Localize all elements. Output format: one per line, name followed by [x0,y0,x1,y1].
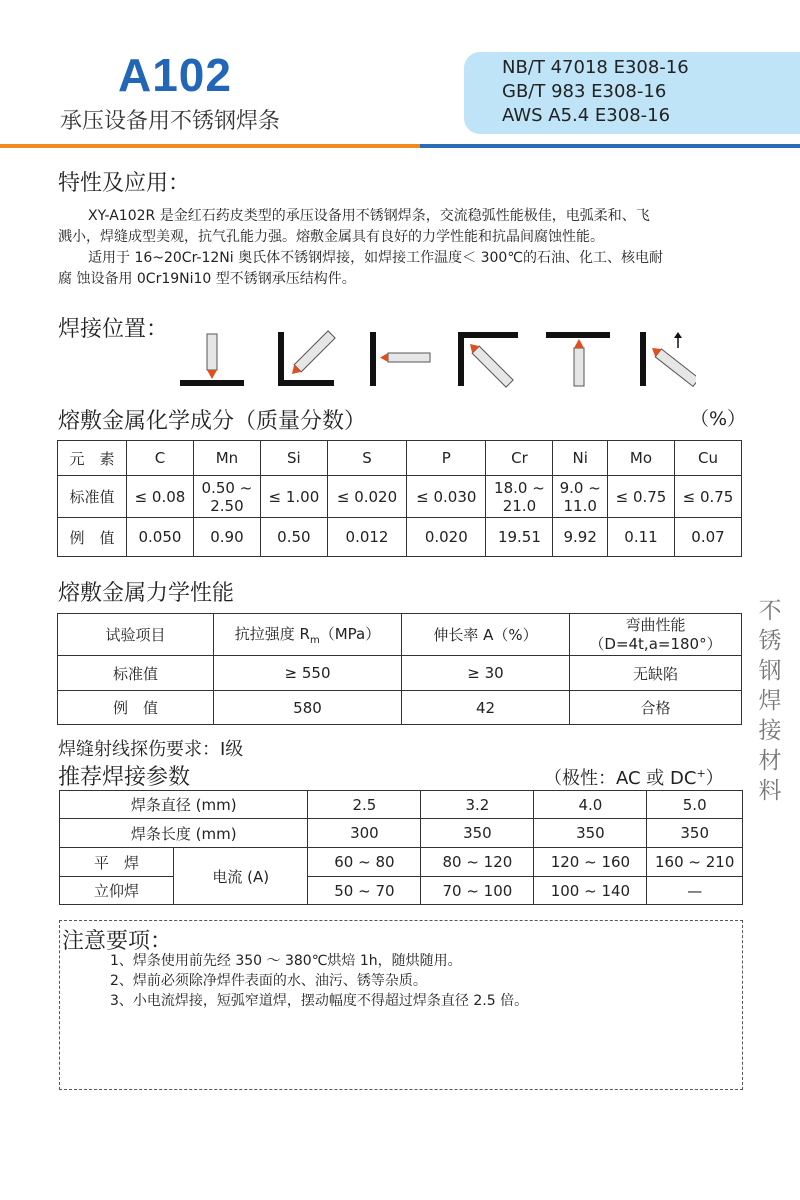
params-length-label: 焊条长度 (mm) [60,819,308,848]
position-overhead-icon [546,332,610,386]
chem-standard-Si: ≤ 1.00 [260,476,327,518]
chemical-standard-row [58,476,742,518]
features-p2-line1: 适用于 16~20Cr-12Ni 奥氏体不锈钢焊接，如焊接工作温度＜ 300℃的石油、化工、核电耐 [88,250,664,266]
features-p1-line2: 溅小，焊缝成型美观，抗气孔能力强。熔敷金属具有良好的力学性能和抗晶间腐蚀性能。 [58,229,604,245]
chem-header-Mn: Mn [193,441,260,476]
standard-nbt: NB/T 47018 E308-16 [502,57,689,78]
features-p2-line2: 腐 蚀设备用 0Cr19Ni10 型不锈钢承压结构件。 [58,271,356,287]
chem-header-Cr: Cr [486,441,553,476]
side-char-4: 焊 [758,688,782,714]
standards-box [464,52,800,134]
mech-example-label: 例 值 [58,691,214,725]
params-diameter-1: 2.5 [308,791,421,819]
mech-header-bend: 弯曲性能 （D=4t,a=180°） [570,614,742,656]
params-length-3: 350 [534,819,647,848]
position-horizontal-fillet-icon [278,331,335,386]
chem-example-Cu: 0.07 [674,518,741,557]
chem-header-Si: Si [260,441,327,476]
position-flat-icon [180,334,244,386]
chem-standard-C: ≤ 0.08 [127,476,194,518]
standard-aws: AWS A5.4 E308-16 [502,105,671,126]
params-diameter-label: 焊条直径 (mm) [60,791,308,819]
chem-example-Mo: 0.11 [608,518,675,557]
mech-example-elongation: 42 [402,691,570,725]
params-flat-current-4: 160 ~ 210 [647,848,743,877]
welding-parameters-table [59,790,743,905]
chem-example-S: 0.012 [327,518,406,557]
chem-standard-Mo: ≤ 0.75 [608,476,675,518]
chem-header-S: S [327,441,406,476]
chem-example-Cr: 19.51 [486,518,553,557]
note-item-3: 3、小电流焊接，短弧窄道焊，摆动幅度不得超过焊条直径 2.5 倍。 [110,993,529,1009]
chem-standard-Mn: 0.50 ~ 2.50 [193,476,260,518]
chem-header-Ni: Ni [553,441,608,476]
position-overhead-fillet-icon [458,332,518,387]
side-char-6: 材 [758,748,782,774]
chem-header-element: 元 素 [58,441,127,476]
header-rule-blue [420,144,800,148]
mech-header-item: 试验项目 [58,614,214,656]
chem-example-Si: 0.50 [260,518,327,557]
chem-example-Ni: 9.92 [553,518,608,557]
params-title: 推荐焊接参数 [58,765,191,790]
chem-example-Mn: 0.90 [193,518,260,557]
params-diameter-2: 3.2 [421,791,534,819]
polarity-note: （极性：AC 或 DC+） [544,767,724,789]
params-vertical-row [60,877,743,905]
params-diameter-row [60,791,743,819]
product-subtitle: 承压设备用不锈钢焊条 [60,109,281,134]
mechanical-standard-row [58,656,742,691]
side-char-3: 钢 [758,658,782,684]
chemical-unit: （%） [690,408,747,430]
side-char-7: 料 [758,778,782,804]
header-rule-orange [0,144,420,148]
side-char-1: 不 [758,598,782,624]
positions-title: 焊接位置： [58,317,169,342]
mech-standard-tensile: ≥ 550 [214,656,402,691]
features-title: 特性及应用： [58,171,191,196]
mech-header-tensile: 抗拉强度 $R_m(MPa)$ [214,614,402,656]
chem-header-Mo: Mo [608,441,675,476]
chem-header-C: C [127,441,194,476]
chem-example-P: 0.020 [407,518,486,557]
standard-gbt: GB/T 983 E308-16 [502,81,667,102]
mech-header-elongation: 伸长率 A（%） [402,614,570,656]
chem-example-label: 例 值 [58,518,127,557]
position-vertical-up-icon [640,332,696,386]
params-length-4: 350 [647,819,743,848]
params-vertical-current-2: 70 ~ 100 [421,877,534,905]
chem-standard-P: ≤ 0.030 [407,476,486,518]
chemical-example-row [58,518,742,557]
side-char-5: 接 [758,718,782,744]
params-flat-current-1: 60 ~ 80 [308,848,421,877]
welding-position-diagrams [176,326,696,392]
params-diameter-3: 4.0 [534,791,647,819]
params-current-label: 电流 (A) [174,848,308,905]
mechanical-header-row [58,614,742,656]
chem-standard-Cr: 18.0 ~ 21.0 [486,476,553,518]
side-vertical-label [756,596,784,806]
mech-standard-label: 标准值 [58,656,214,691]
chem-example-C: 0.050 [127,518,194,557]
chem-standard-label: 标准值 [58,476,127,518]
chem-standard-Cu: ≤ 0.75 [674,476,741,518]
params-length-row [60,819,743,848]
params-diameter-4: 5.0 [647,791,743,819]
params-flat-label: 平 焊 [60,848,174,877]
params-length-2: 350 [421,819,534,848]
note-item-1: 1、焊条使用前先经 350 ～ 380℃烘焙 1h，随烘随用。 [110,953,462,969]
chem-header-P: P [407,441,486,476]
chemical-composition-table [57,440,742,557]
product-code: A102 [118,49,232,101]
chem-standard-Ni: 9.0 ~ 11.0 [553,476,608,518]
chemical-title: 熔敷金属化学成分（质量分数） [58,409,367,434]
params-vertical-label: 立仰焊 [60,877,174,905]
params-flat-row [60,848,743,877]
params-vertical-current-3: 100 ~ 140 [534,877,647,905]
mech-standard-bend: 无缺陷 [570,656,742,691]
chem-standard-S: ≤ 0.020 [327,476,406,518]
mech-example-bend: 合格 [570,691,742,725]
features-p1-line1: XY-A102R 是金红石药皮类型的承压设备用不锈钢焊条，交流稳弧性能极佳，电弧柔和、飞 [88,208,650,224]
params-length-1: 300 [308,819,421,848]
position-horizontal-icon [370,332,430,386]
radiography-requirement: 焊缝射线探伤要求：Ⅰ级 [58,739,244,760]
mech-example-tensile: 580 [214,691,402,725]
mechanical-title: 熔敷金属力学性能 [58,581,235,606]
chem-header-Cu: Cu [674,441,741,476]
chemical-header-row [58,441,742,476]
note-item-2: 2、焊前必须除净焊件表面的水、油污、锈等杂质。 [110,973,427,989]
mechanical-properties-table [57,613,742,725]
side-char-2: 锈 [758,628,782,654]
params-flat-current-2: 80 ~ 120 [421,848,534,877]
params-flat-current-3: 120 ~ 160 [534,848,647,877]
params-vertical-current-4: — [647,877,743,905]
params-vertical-current-1: 50 ~ 70 [308,877,421,905]
notes-title: 注意要项： [62,929,173,954]
mechanical-example-row [58,691,742,725]
mech-standard-elongation: ≥ 30 [402,656,570,691]
